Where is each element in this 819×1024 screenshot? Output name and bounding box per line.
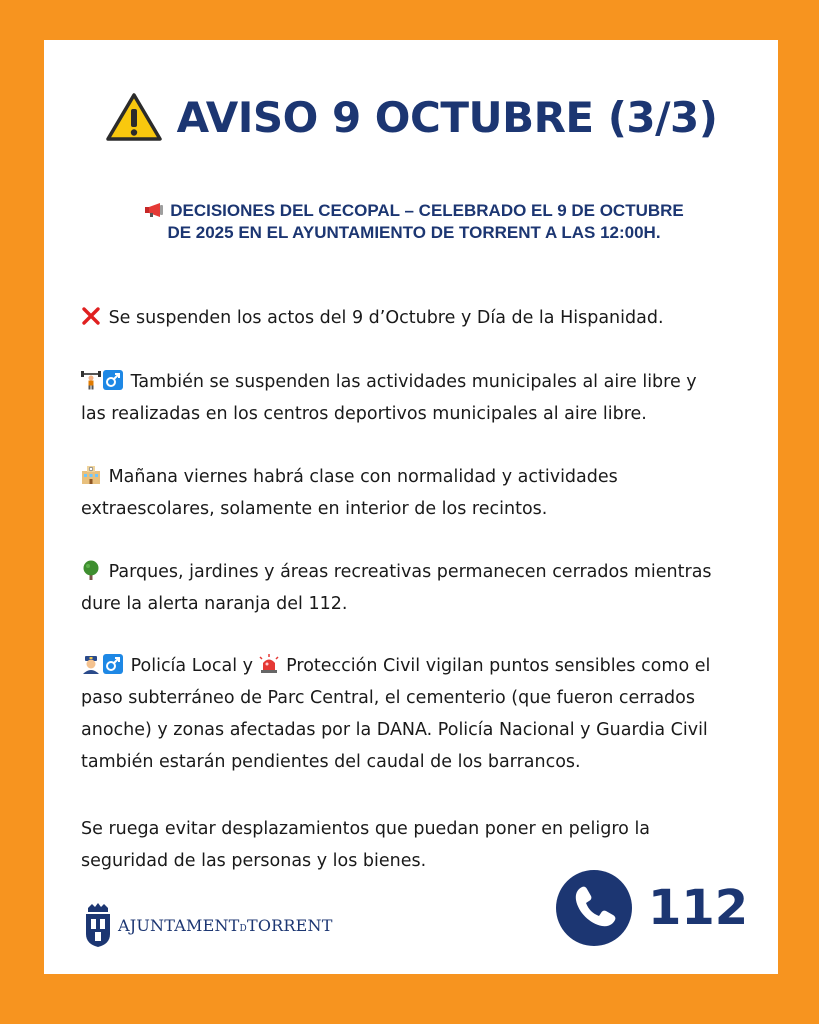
- megaphone-icon: [144, 202, 166, 218]
- warning-icon: [105, 92, 163, 142]
- cross-mark-icon: [81, 306, 101, 326]
- notice-title: [44, 92, 778, 142]
- paragraph-5-text-b: Protección Civil vigilan puntos sensibles como el: [286, 656, 711, 676]
- paragraph-6-line-2: seguridad de las personas y los bienes.: [81, 851, 427, 871]
- phone-icon: [556, 870, 632, 946]
- logo-text-torrent: TORRENT: [246, 915, 333, 935]
- paragraph-3-line-2: extraescolares, solamente en interior de los recintos.: [81, 499, 548, 519]
- person-lifting-weights-icon: [81, 370, 101, 390]
- notice-card: [44, 40, 778, 974]
- paragraph-parks: [81, 556, 731, 620]
- police-officer-icon: [81, 654, 101, 674]
- male-sign-icon: [103, 370, 123, 390]
- logo-text-ajuntament: AJUNTAMENT: [118, 915, 240, 935]
- paragraph-1-text: Se suspenden los actos del 9 d’Octubre y Día de la Hispanidad.: [108, 308, 664, 328]
- paragraph-5-line-3: anoche) y zonas afectadas por la DANA. Policía Nacional y Guardia Civil: [81, 720, 708, 740]
- paragraph-school: [81, 461, 731, 525]
- subtitle: [74, 200, 754, 244]
- siren-icon: [259, 654, 279, 674]
- logo-text-d: D: [239, 923, 247, 934]
- emergency-number: 112: [648, 880, 749, 936]
- paragraph-sports: [81, 366, 731, 430]
- paragraph-2-line-2: las realizadas en los centros deportivos municipales al aire libre.: [81, 404, 647, 424]
- paragraph-4-line-2: dure la alerta naranja del 112.: [81, 594, 348, 614]
- school-icon: [81, 465, 101, 485]
- paragraph-suspension: [81, 302, 731, 334]
- paragraph-3-line-1: Mañana viernes habrá clase con normalidad y actividades: [108, 467, 618, 487]
- title-text: AVISO 9 OCTUBRE (3/3): [176, 92, 718, 142]
- paragraph-2-line-1: También se suspenden las actividades municipales al aire libre y: [130, 372, 697, 392]
- subtitle-line-1: DECISIONES DEL CECOPAL – CELEBRADO EL 9 DE OCTUBRE: [170, 201, 684, 220]
- paragraph-5-line-4: también estarán pendientes del caudal de los barrancos.: [81, 752, 581, 772]
- ajuntament-logo: [82, 902, 333, 948]
- male-sign-icon: [103, 654, 123, 674]
- subtitle-line-2: DE 2025 EN EL AYUNTAMIENTO DE TORRENT A LAS 12:00H.: [167, 223, 661, 242]
- coat-of-arms-icon: [82, 902, 114, 948]
- paragraph-advice: [81, 813, 731, 877]
- tree-icon: [81, 560, 101, 580]
- paragraph-5-line-2: paso subterráneo de Parc Central, el cementerio (que fueron cerrados: [81, 688, 695, 708]
- paragraph-5-text-a: Policía Local y: [130, 656, 253, 676]
- paragraph-6-line-1: Se ruega evitar desplazamientos que puedan poner en peligro la: [81, 819, 651, 839]
- ajuntament-name: [118, 916, 333, 935]
- paragraph-4-line-1: Parques, jardines y áreas recreativas permanecen cerrados mientras: [108, 562, 712, 582]
- paragraph-police: [81, 650, 731, 778]
